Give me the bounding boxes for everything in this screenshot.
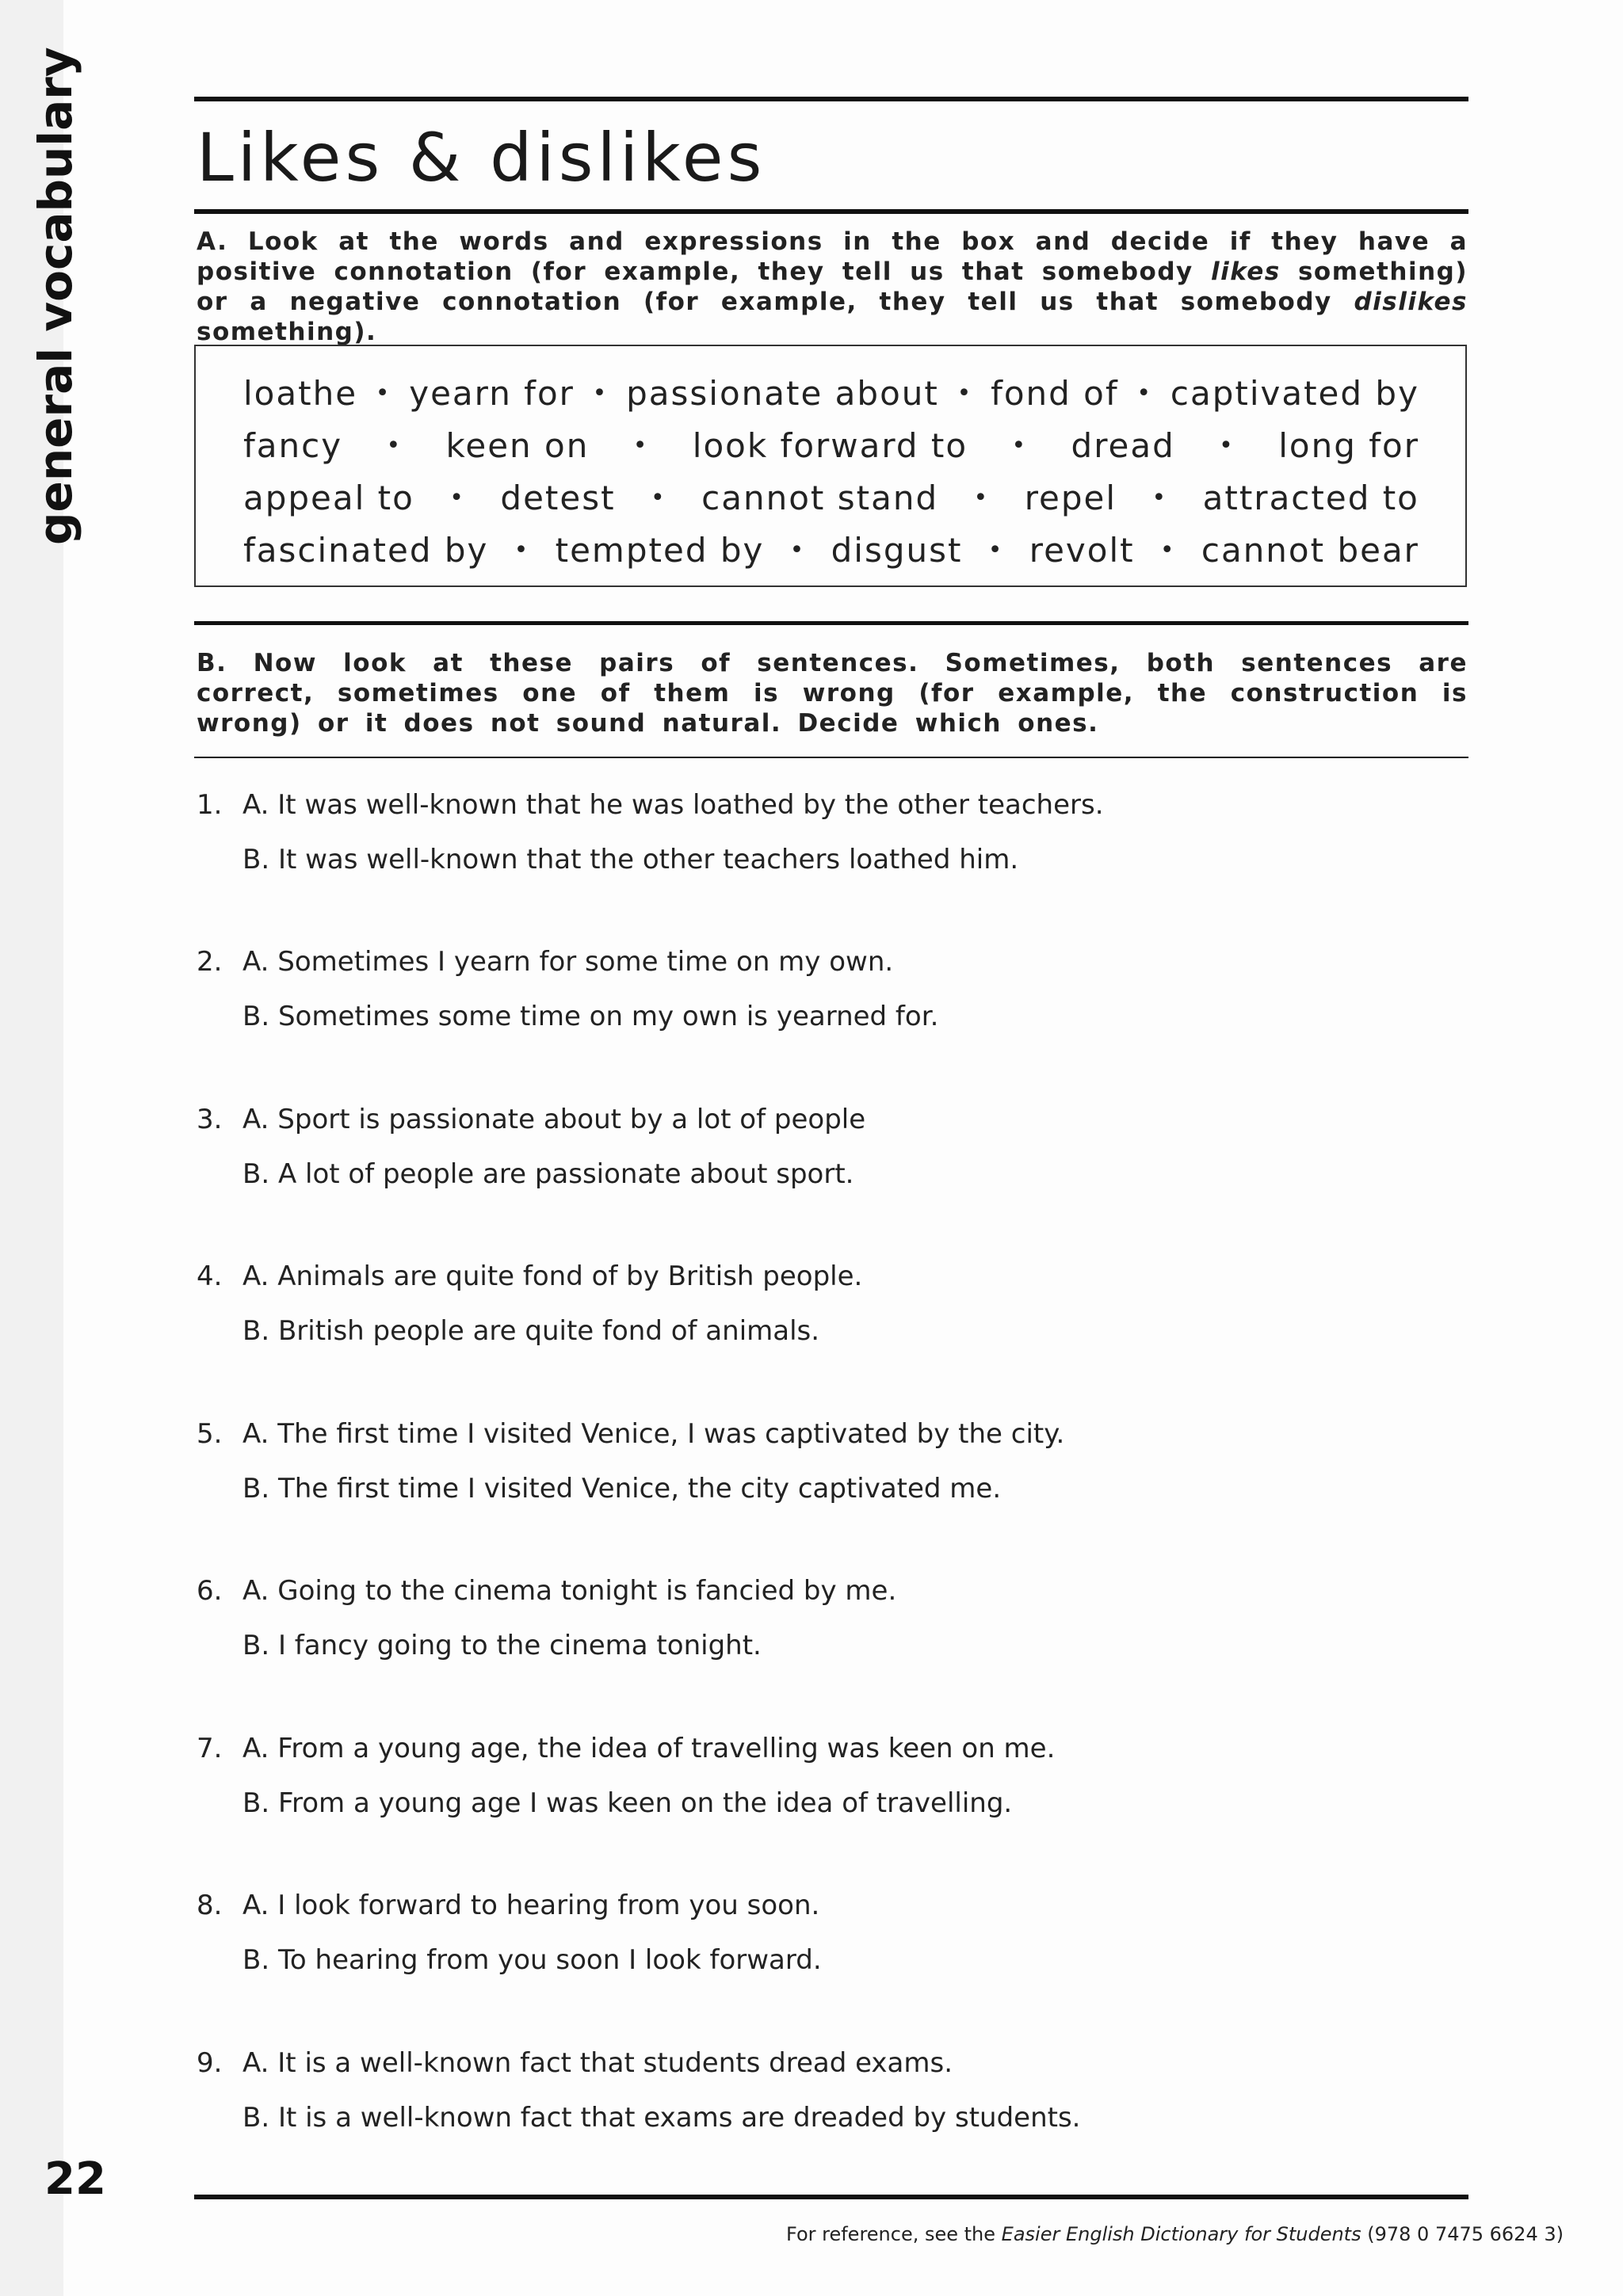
word-item: detest xyxy=(500,478,616,517)
bullet-icon: • xyxy=(789,536,806,564)
sentence-b: B. It was well-known that the other teachers loathed him. xyxy=(242,844,1019,875)
bullet-icon: • xyxy=(375,379,391,407)
word-row xyxy=(243,524,1419,576)
question-number: 6. xyxy=(197,1575,223,1607)
question-number: 3. xyxy=(197,1104,223,1135)
sentence-a: A. Sport is passionate about by a lot of people xyxy=(242,1104,866,1135)
section-label: general vocabulary xyxy=(29,47,82,545)
word-item: dread xyxy=(1071,425,1175,465)
sentence-b: B. A lot of people are passionate about sport. xyxy=(242,1158,854,1190)
bullet-icon: • xyxy=(386,431,403,460)
word-item: yearn for xyxy=(409,373,575,413)
question-number: 1. xyxy=(197,789,223,821)
word-row xyxy=(243,367,1419,419)
sentence-b: B. Sometimes some time on my own is yearned for. xyxy=(242,1001,939,1032)
sentence-b: B. To hearing from you soon I look forward. xyxy=(242,1944,822,1976)
question-number: 2. xyxy=(197,946,223,978)
word-item: captivated by xyxy=(1170,373,1419,413)
word-item: attracted to xyxy=(1202,478,1419,517)
question-number: 5. xyxy=(197,1418,223,1450)
bottom-rule xyxy=(194,2195,1468,2199)
word-row xyxy=(243,471,1419,524)
section-b-rule xyxy=(194,757,1468,758)
sentence-a: A. It is a well-known fact that students dread exams. xyxy=(242,2047,953,2079)
word-item: appeal to xyxy=(243,478,414,517)
word-item: fond of xyxy=(991,373,1119,413)
top-rule xyxy=(194,97,1468,101)
sentence-a: A. The first time I visited Venice, I was captivated by the city. xyxy=(242,1418,1065,1450)
word-item: cannot bear xyxy=(1201,530,1419,570)
word-item: fancy xyxy=(243,425,343,465)
bullet-icon: • xyxy=(957,379,973,407)
word-item: keen on xyxy=(445,425,590,465)
part-a-instructions: A. Look at the words and expressions in the box and decide if they have a positive connotation (for example, they tell us that somebody likes something) or a negative connotation (for example, they tell us that somebody dislikes something). xyxy=(197,227,1468,346)
question-number: 7. xyxy=(197,1733,223,1764)
word-item: cannot stand xyxy=(701,478,939,517)
bullet-icon: • xyxy=(1136,379,1153,407)
bullet-icon: • xyxy=(651,483,666,512)
bullet-icon: • xyxy=(632,431,649,460)
word-row xyxy=(243,419,1419,471)
bullet-icon: • xyxy=(1159,536,1176,564)
sentence-a: A. Animals are quite fond of by British people. xyxy=(242,1261,863,1292)
sentence-b: B. It is a well-known fact that exams are dreaded by students. xyxy=(242,2102,1081,2134)
sentence-a: A. I look forward to hearing from you soon. xyxy=(242,1890,820,1921)
bullet-icon: • xyxy=(987,536,1004,564)
word-item: tempted by xyxy=(555,530,765,570)
sentence-a: A. From a young age, the idea of travelling was keen on me. xyxy=(242,1733,1056,1764)
word-item: look forward to xyxy=(692,425,968,465)
word-item: long for xyxy=(1278,425,1419,465)
footer-reference: For reference, see the Easier English Dictionary for Students (978 0 7475 6624 3) xyxy=(786,2223,1564,2245)
word-item: revolt xyxy=(1029,530,1135,570)
part-b-instructions: B. Now look at these pairs of sentences. Sometimes, both sentences are correct, sometimes one of them is wrong (for example, the construction is wrong) or it does not sound natural. Decide which ones. xyxy=(197,649,1468,738)
question-number: 4. xyxy=(197,1261,223,1292)
bullet-icon: • xyxy=(1011,431,1028,460)
bullet-icon: • xyxy=(514,536,530,564)
word-item: repel xyxy=(1024,478,1117,517)
title-rule xyxy=(194,209,1468,214)
bullet-icon: • xyxy=(592,379,609,407)
question-number: 9. xyxy=(197,2047,223,2079)
sentence-a: A. Going to the cinema tonight is fancied by me. xyxy=(242,1575,897,1607)
sentence-b: B. British people are quite fond of animals. xyxy=(242,1315,820,1347)
section-rule xyxy=(194,621,1468,625)
page-title: Likes & dislikes xyxy=(197,119,766,196)
word-box xyxy=(194,345,1467,587)
word-item: disgust xyxy=(831,530,963,570)
sentence-b: B. The first time I visited Venice, the city captivated me. xyxy=(242,1473,1002,1505)
bullet-icon: • xyxy=(1219,431,1235,460)
sentence-b: B. From a young age I was keen on the idea of travelling. xyxy=(242,1787,1013,1819)
sentence-a: A. Sometimes I yearn for some time on my own. xyxy=(242,946,894,978)
bullet-icon: • xyxy=(449,483,465,512)
question-number: 8. xyxy=(197,1890,223,1921)
page-number: 22 xyxy=(44,2153,106,2205)
bullet-icon: • xyxy=(973,483,990,512)
sentence-b: B. I fancy going to the cinema tonight. xyxy=(242,1630,762,1661)
sentence-a: A. It was well-known that he was loathed by the other teachers. xyxy=(242,789,1104,821)
word-item: loathe xyxy=(243,373,358,413)
bullet-icon: • xyxy=(1151,483,1168,512)
word-item: passionate about xyxy=(626,373,939,413)
word-item: fascinated by xyxy=(243,530,489,570)
